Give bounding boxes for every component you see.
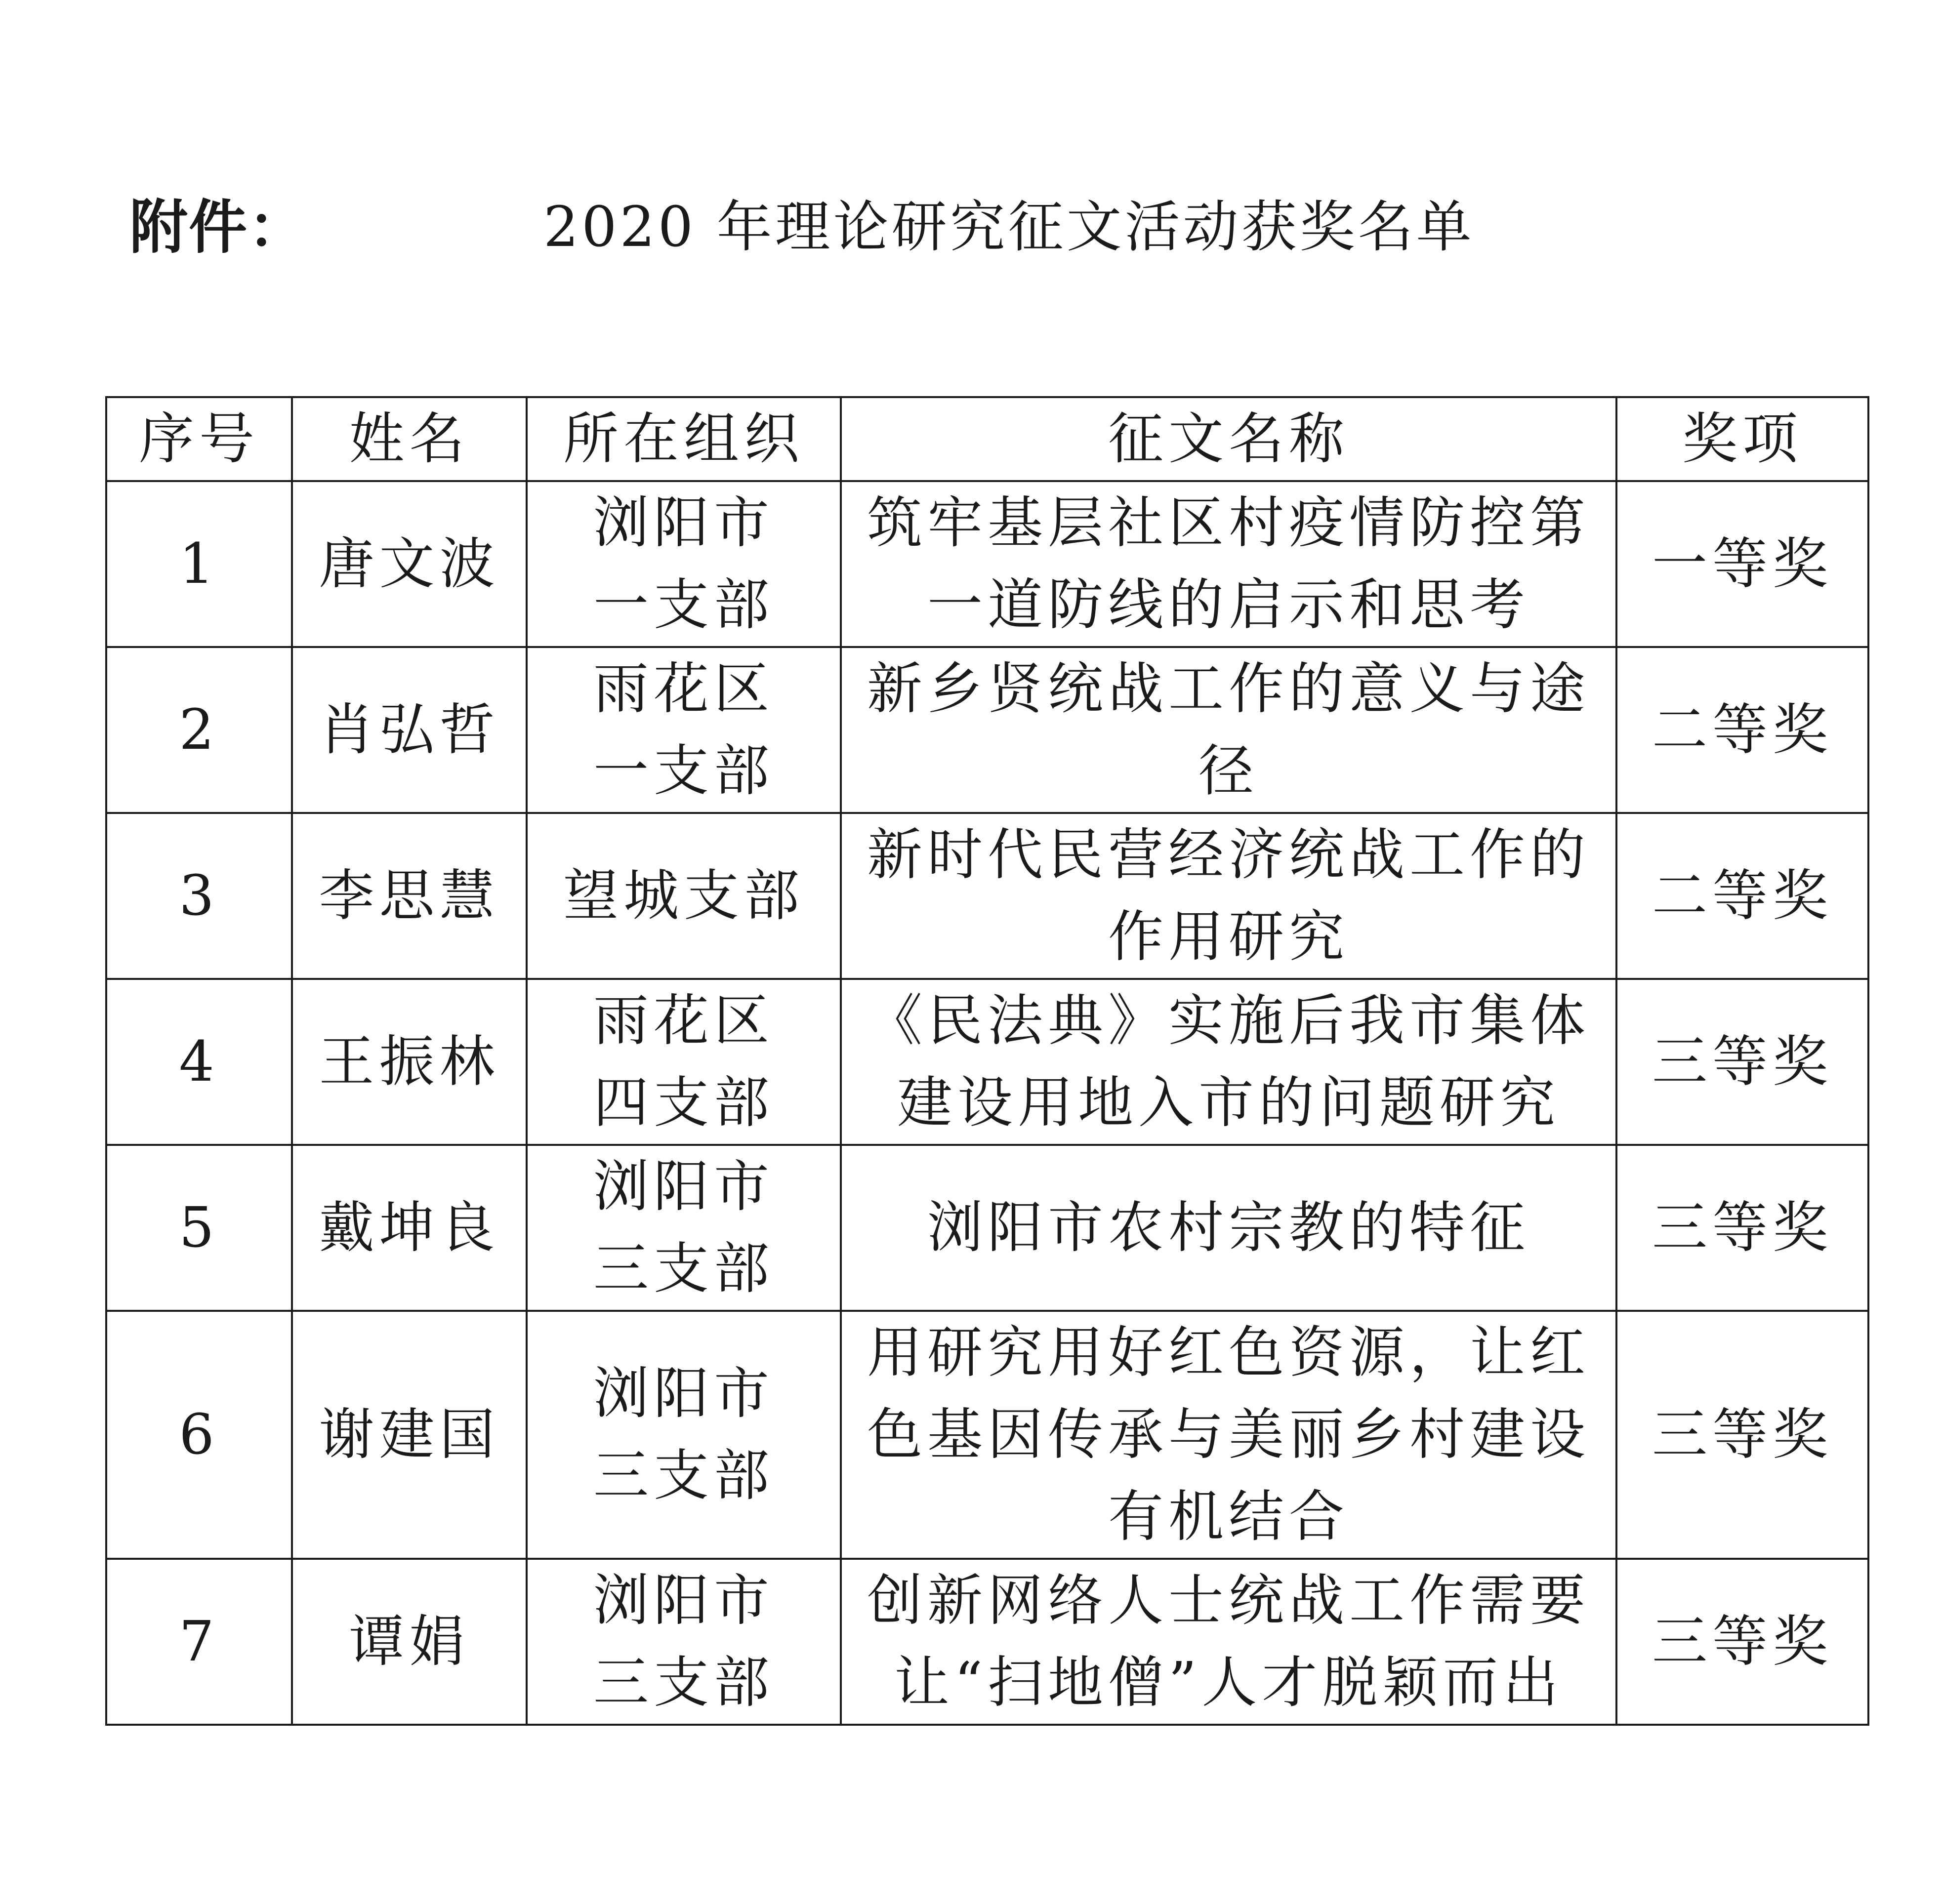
row-essay-title: 新乡贤统战工作的意义与途径 <box>867 657 1590 803</box>
row-index: 5 <box>106 1145 292 1311</box>
row-essay-title-cell <box>841 813 1616 979</box>
row-award: 三等奖 <box>1616 1559 1868 1725</box>
row-award: 三等奖 <box>1616 979 1868 1145</box>
row-name: 谭娟 <box>292 1559 527 1725</box>
row-award: 一等奖 <box>1616 481 1868 647</box>
row-index: 2 <box>106 647 292 813</box>
row-name: 唐文波 <box>292 481 527 647</box>
row-name: 谢建国 <box>292 1311 527 1559</box>
row-index: 3 <box>106 813 292 979</box>
row-organization-cell <box>527 979 841 1145</box>
row-essay-title-cell <box>841 481 1616 647</box>
row-organization: 浏阳市三支部 <box>593 1362 774 1508</box>
column-header-award: 奖项 <box>1616 397 1868 481</box>
row-index: 7 <box>106 1559 292 1725</box>
row-award: 二等奖 <box>1616 813 1868 979</box>
row-index: 6 <box>106 1311 292 1559</box>
row-name: 王振林 <box>292 979 527 1145</box>
row-essay-title: 浏阳市农村宗教的特征 <box>927 1196 1530 1260</box>
row-organization-cell <box>527 1145 841 1311</box>
table-row <box>106 647 1868 813</box>
row-organization: 雨花区一支部 <box>593 657 774 803</box>
row-organization-cell <box>527 1311 841 1559</box>
column-header-essay-title: 征文名称 <box>841 397 1616 481</box>
column-header-name: 姓名 <box>292 397 527 481</box>
row-award: 二等奖 <box>1616 647 1868 813</box>
row-essay-title: 用研究用好红色资源，让红色基因传承与美丽乡村建设有机结合 <box>867 1321 1590 1549</box>
row-award: 三等奖 <box>1616 1311 1868 1559</box>
row-name: 李思慧 <box>292 813 527 979</box>
table-row <box>106 1311 1868 1559</box>
award-winners-table <box>105 396 1869 1726</box>
page-heading <box>0 183 1942 272</box>
row-essay-title-cell <box>841 647 1616 813</box>
row-organization: 浏阳市一支部 <box>593 491 774 637</box>
document-title: 2020 年理论研究征文活动获奖名单 <box>543 195 1475 259</box>
row-organization: 浏阳市三支部 <box>593 1569 774 1715</box>
row-name: 肖弘哲 <box>292 647 527 813</box>
row-essay-title-cell <box>841 1559 1616 1725</box>
row-organization: 浏阳市三支部 <box>593 1155 774 1301</box>
row-index: 4 <box>106 979 292 1145</box>
column-header-organization: 所在组织 <box>527 397 841 481</box>
row-essay-title: 《民法典》实施后我市集体建设用地入市的问题研究 <box>867 989 1590 1135</box>
row-organization-cell <box>527 1559 841 1725</box>
row-essay-title: 新时代民营经济统战工作的作用研究 <box>867 823 1590 969</box>
table-row <box>106 1145 1868 1311</box>
row-organization-cell <box>527 481 841 647</box>
table-row <box>106 979 1868 1145</box>
row-essay-title: 筑牢基层社区村疫情防控第一道防线的启示和思考 <box>867 491 1590 637</box>
table-header-row <box>106 397 1868 481</box>
row-organization: 望城支部 <box>527 813 841 979</box>
row-organization: 雨花区四支部 <box>593 989 774 1135</box>
table-row <box>106 481 1868 647</box>
column-header-index: 序号 <box>106 397 292 481</box>
row-essay-title-cell <box>841 1145 1616 1311</box>
row-essay-title: 创新网络人士统战工作需要让“扫地僧”人才脱颖而出 <box>867 1569 1590 1715</box>
table-row <box>106 1559 1868 1725</box>
row-index: 1 <box>106 481 292 647</box>
row-essay-title-cell <box>841 979 1616 1145</box>
attachment-label: 附件： <box>129 193 308 261</box>
row-organization-cell <box>527 647 841 813</box>
row-name: 戴坤良 <box>292 1145 527 1311</box>
row-essay-title-cell <box>841 1311 1616 1559</box>
row-award: 三等奖 <box>1616 1145 1868 1311</box>
table-row <box>106 813 1868 979</box>
